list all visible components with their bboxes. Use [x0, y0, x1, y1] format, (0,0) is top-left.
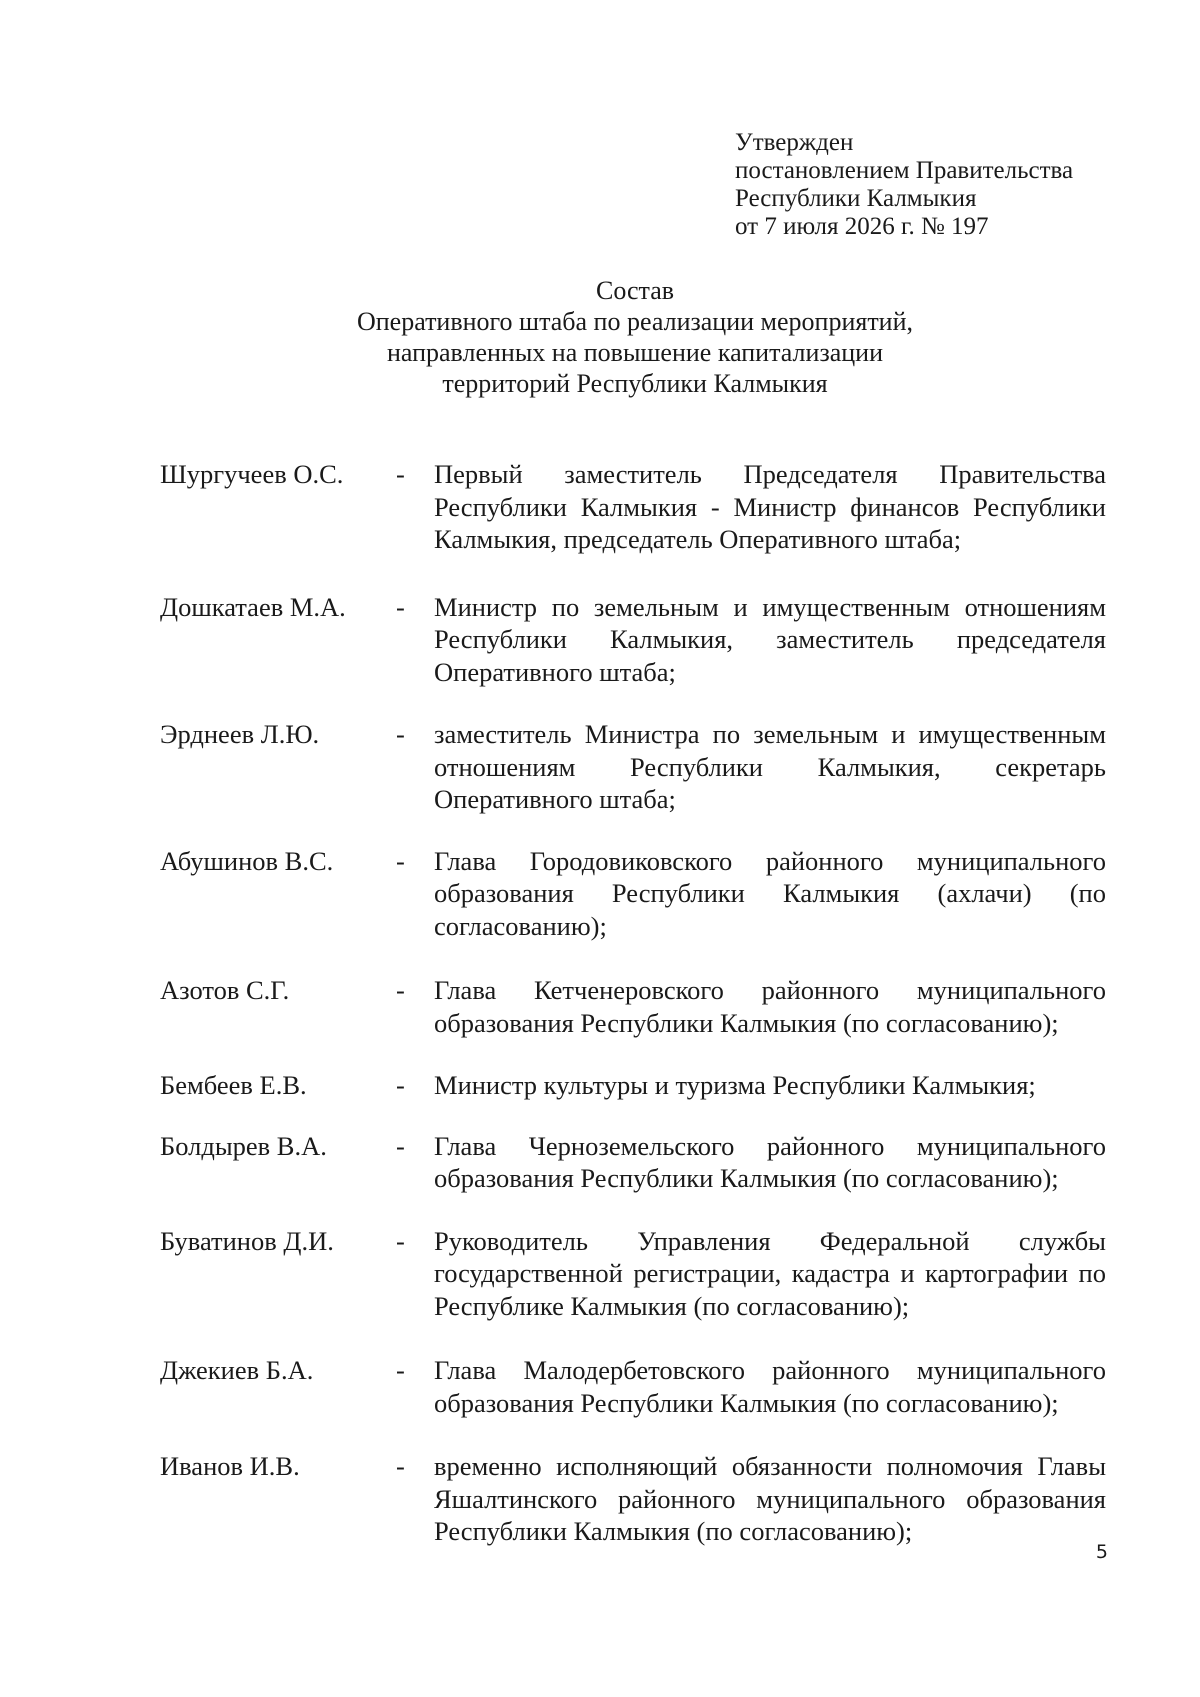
member-row — [160, 1354, 1106, 1419]
member-dash: - — [396, 1130, 405, 1161]
member-name: Абушинов В.С. — [160, 845, 334, 876]
member-row — [160, 974, 1106, 1039]
member-row — [160, 458, 1106, 556]
member-dash: - — [396, 845, 405, 876]
member-role: Первый заместитель Председателя Правительства Республики Калмыкия - Министр финансов Республики Калмыкия, председатель Оперативного штаба; — [434, 459, 1106, 554]
member-dash: - — [396, 459, 405, 489]
member-role: Глава Кетченеровского районного муниципального образования Республики Калмыкия (по согласованию); — [434, 975, 1106, 1038]
member-name: Дошкатаев М.А. — [160, 591, 346, 622]
member-role: временно исполняющий обязанности полномочия Главы Яшалтинского районного муниципального образования Республики Калмыкия (по согласованию); — [434, 1451, 1106, 1546]
member-dash: - — [396, 719, 405, 749]
member-row — [160, 1225, 1106, 1323]
member-role: Глава Черноземельского районного муниципального образования Республики Калмыкия (по согласованию); — [434, 1130, 1106, 1193]
approval-line: постановлением Правительства — [735, 157, 1074, 184]
approval-line: Утвержден — [735, 129, 854, 156]
member-name: Буватинов Д.И. — [160, 1225, 334, 1256]
member-name: Бембеев Е.В. — [160, 1070, 307, 1100]
member-role: заместитель Министра по земельным и имущественным отношениям Республики Калмыкия, секретарь Оперативного штаба; — [434, 719, 1106, 814]
member-name: Шургучеев О.С. — [160, 459, 344, 489]
member-row — [160, 591, 1106, 689]
member-name: Эрднеев Л.Ю. — [160, 719, 320, 749]
member-role: Министр культуры и туризма Республики Калмыкия; — [434, 1070, 1036, 1100]
member-dash: - — [396, 1070, 405, 1100]
member-dash: - — [396, 591, 405, 622]
member-role: Министр по земельным и имущественным отношениям Республики Калмыкия, заместитель председателя Оперативного штаба; — [434, 591, 1106, 687]
members-list — [160, 458, 1106, 1548]
member-name: Болдырев В.А. — [160, 1130, 327, 1161]
title-line: Состав — [595, 276, 675, 305]
member-name: Джекиев Б.А. — [160, 1355, 314, 1385]
member-row — [160, 1450, 1106, 1548]
member-dash: - — [396, 975, 405, 1005]
member-role: Глава Городовиковского районного муниципального образования Республики Калмыкия (ахлачи) (по согласованию); — [434, 845, 1106, 941]
approval-date: от 7 июля 2026 г. № 197 — [735, 213, 989, 240]
member-name: Азотов С.Г. — [160, 975, 290, 1005]
member-row — [160, 1130, 1106, 1195]
member-row — [160, 718, 1106, 816]
member-name: Иванов И.В. — [160, 1451, 300, 1481]
member-role: Руководитель Управления Федеральной службы государственной регистрации, кадастра и картографии по Республике Калмыкия (по согласованию); — [434, 1225, 1106, 1321]
member-dash: - — [396, 1225, 405, 1256]
approval-block — [735, 129, 1073, 241]
member-row — [160, 845, 1106, 943]
approval-line: Республики Калмыкия — [735, 185, 977, 212]
member-row — [160, 1069, 1106, 1102]
member-role: Глава Малодербетовского районного муниципального образования Республики Калмыкия (по согласованию); — [434, 1355, 1106, 1418]
member-dash: - — [396, 1451, 405, 1481]
title-line: направленных на повышение капитализации — [386, 338, 883, 367]
title-line: Оперативного штаба по реализации мероприятий, — [356, 307, 914, 336]
title-line: территорий Республики Калмыкия — [442, 369, 828, 398]
document-title — [250, 275, 1020, 399]
page-number: 5 — [1095, 1541, 1108, 1563]
member-dash: - — [396, 1355, 405, 1385]
